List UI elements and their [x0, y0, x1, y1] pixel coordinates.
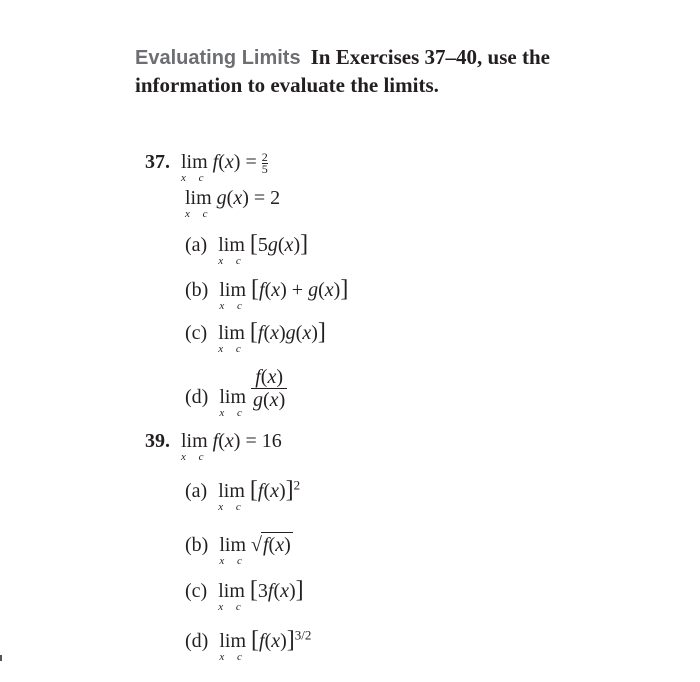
ex39-part-b: (b) lim x c √f(x) — [185, 534, 291, 567]
ex39-part-d: (d) lim x c $[f(x)]^{3/2}$ — [185, 626, 312, 663]
page-edge-mark — [0, 655, 6, 661]
heading-instructions: In Exercises 37–40, use the information to evaluate the limits. — [135, 45, 550, 97]
ex37-part-d: (d) lim x c $\frac{f(x)}{g(x)}$ — [185, 366, 286, 420]
ex37-part-a: (a) lim x c [5g(x)] — [185, 231, 309, 267]
ex39-part-a: (a) lim x c $[f(x)]^2$ — [185, 476, 301, 513]
lim-operator: lim x c — [185, 187, 213, 220]
ex37-number: 37. — [145, 151, 170, 173]
ex39-number: 39. — [145, 430, 170, 452]
lim-subscript: x c — [181, 172, 209, 184]
ex39-given-f: 39. lim x c f(x) = 16 — [145, 430, 282, 463]
ex37-given-f: 37. lim x c f(x) = $\frac{2}{5}$ — [145, 149, 268, 184]
lim-operator: lim x c — [181, 151, 209, 184]
ex37-part-c: (c) lim x c [f(x)g(x)] — [185, 319, 326, 355]
exercise-heading — [135, 44, 655, 99]
ex37-part-b: (b) lim x c [f(x) + g(x)] — [185, 276, 349, 312]
ex39-part-c: (c) lim x c [3f(x)] — [185, 577, 304, 613]
ex37-given-g: lim x c g(x) = 2 — [185, 187, 281, 220]
section-title: Evaluating Limits — [135, 47, 301, 69]
